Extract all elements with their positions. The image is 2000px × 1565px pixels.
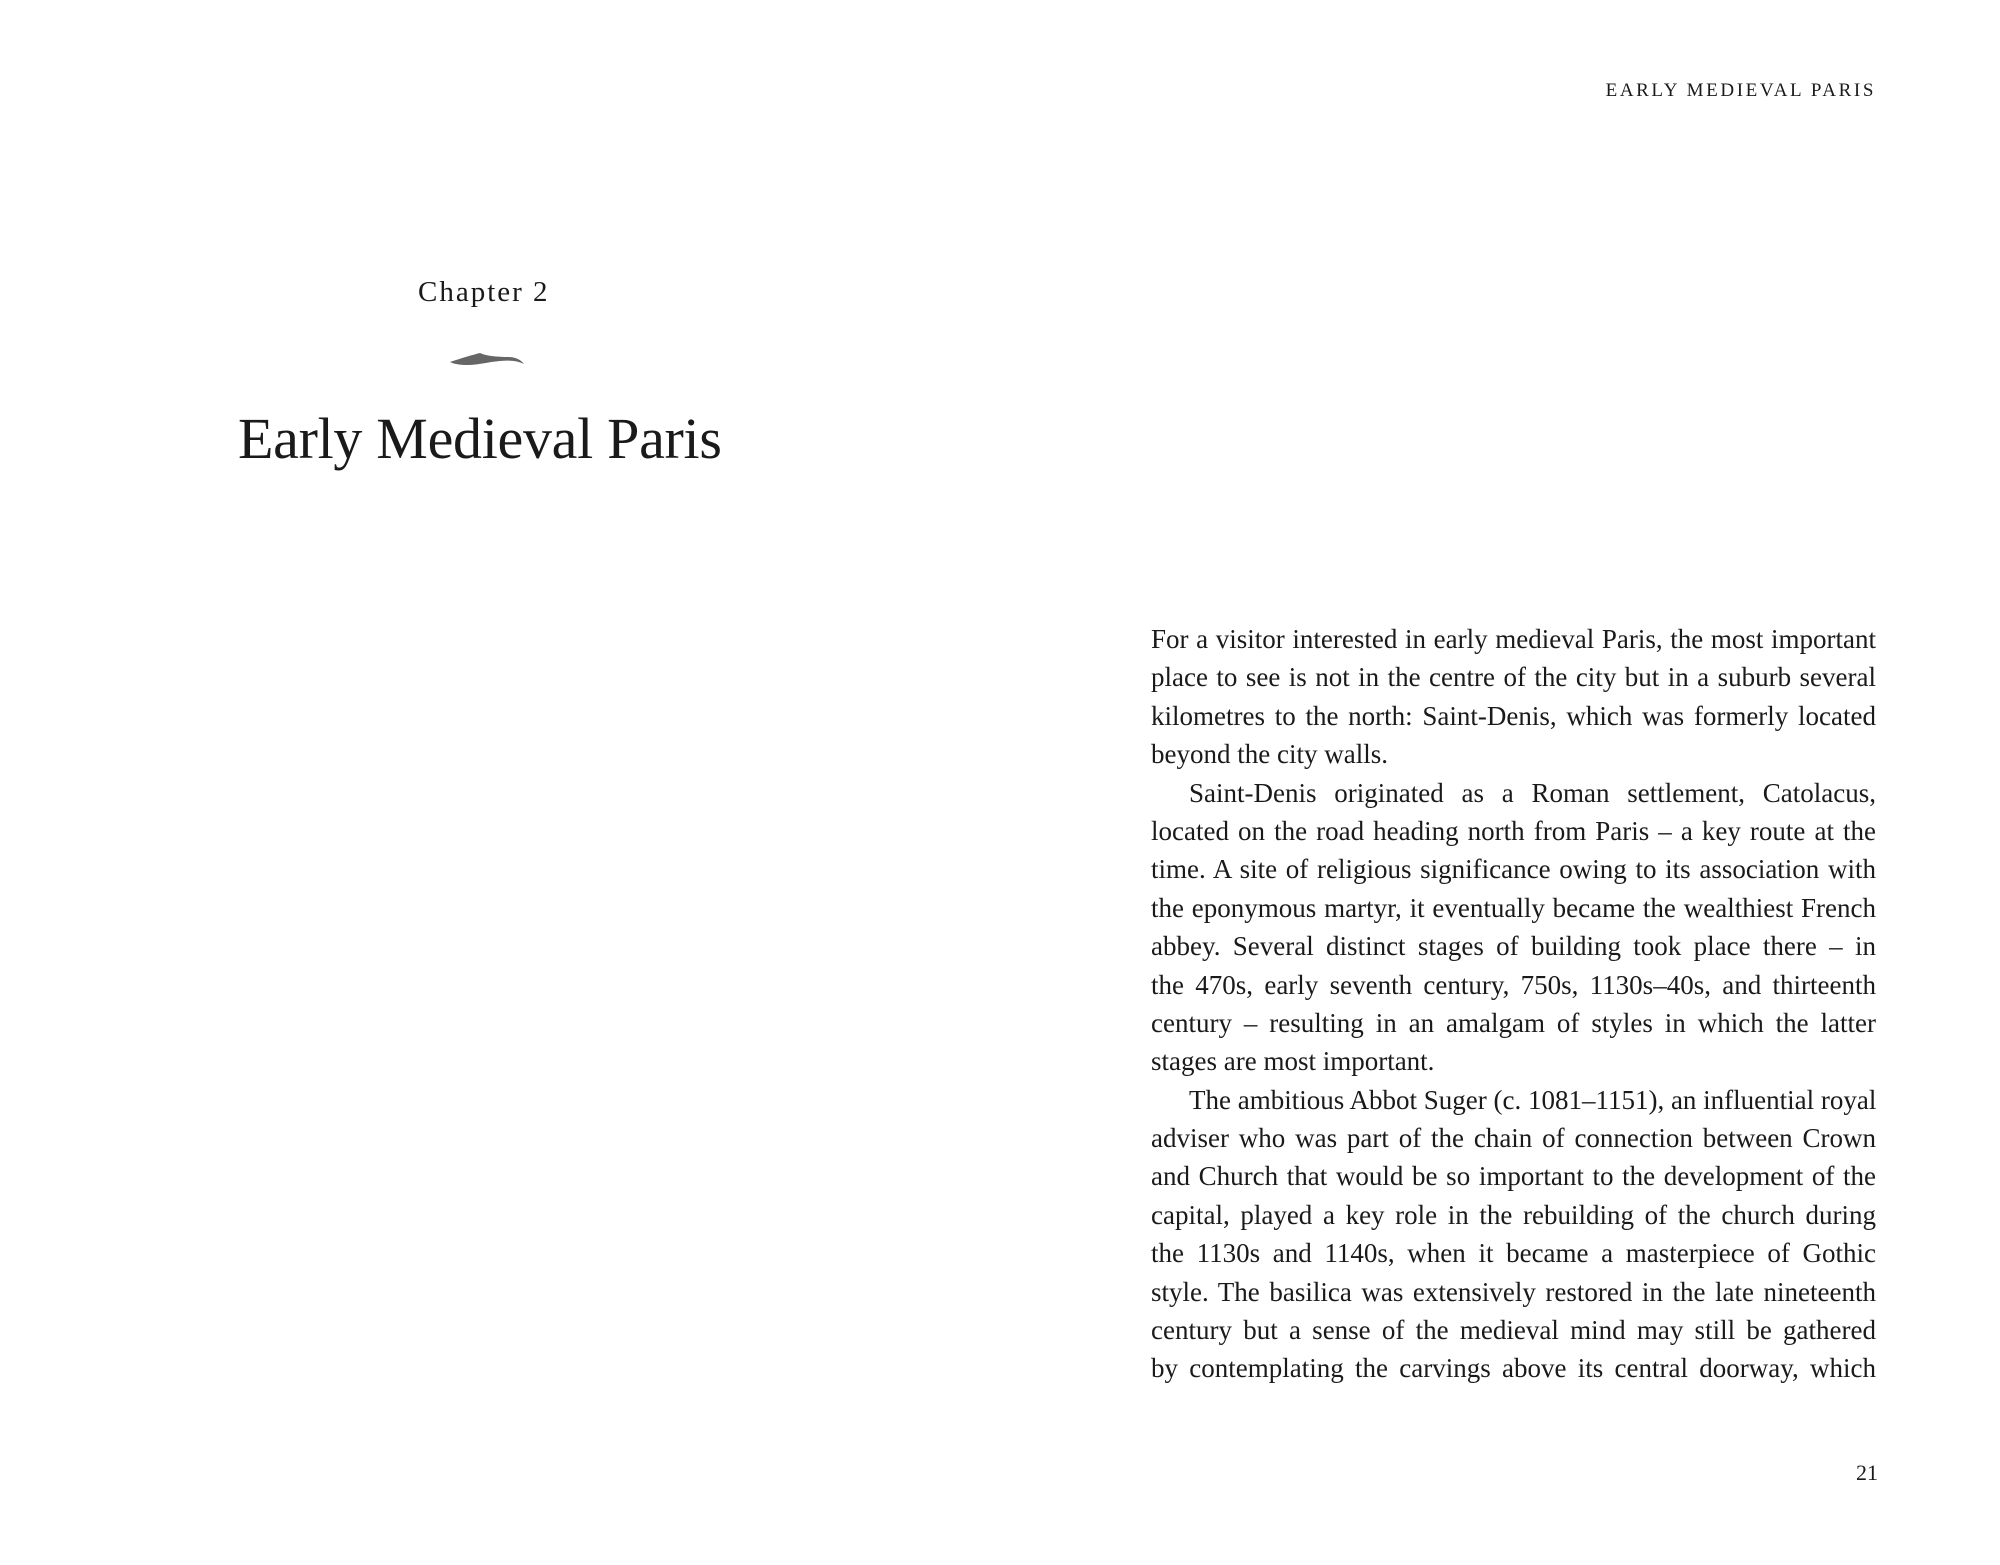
- text-line: place to see is not in the centre of the city but in a suburb several: [1151, 662, 1876, 693]
- text-line: adviser who was part of the chain of connection between Crown: [1151, 1123, 1876, 1154]
- text-line: capital, played a key role in the rebuilding of the church during: [1151, 1199, 1876, 1230]
- text-line: the 470s, early seventh century, 750s, 1130s–40s, and thirteenth: [1151, 969, 1876, 1000]
- text-line: the 1130s and 1140s, when it became a masterpiece of Gothic: [1151, 1238, 1876, 1269]
- text-line: style. The basilica was extensively restored in the late nineteenth: [1151, 1276, 1876, 1307]
- text-line: the eponymous martyr, it eventually became the wealthiest French: [1151, 892, 1876, 923]
- swash-ornament-icon: [450, 352, 524, 368]
- text-line: kilometres to the north: Saint-Denis, which was formerly located: [1151, 700, 1876, 731]
- body-text: [1151, 620, 1876, 1388]
- text-line: by contemplating the carvings above its central doorway, which: [1151, 1353, 1876, 1384]
- chapter-label: Chapter 2: [418, 276, 550, 308]
- text-line: stages are most important.: [1151, 1046, 1435, 1077]
- text-line: abbey. Several distinct stages of building took place there – in: [1151, 931, 1876, 962]
- text-line: century but a sense of the medieval mind may still be gathered: [1151, 1315, 1876, 1346]
- text-line: time. A site of religious significance owing to its association with: [1151, 854, 1876, 885]
- running-head: EARLY MEDIEVAL PARIS: [1605, 80, 1876, 101]
- text-line: century – resulting in an amalgam of styles in which the latter: [1151, 1007, 1876, 1038]
- text-line: located on the road heading north from Paris – a key route at the: [1151, 815, 1876, 846]
- text-line: For a visitor interested in early medieval Paris, the most important: [1151, 624, 1876, 654]
- text-line: Saint-Denis originated as a Roman settlement, Catolacus,: [1189, 777, 1876, 808]
- page-number: 21: [1856, 1460, 1878, 1485]
- text-line: The ambitious Abbot Suger (c. 1081–1151), an influential royal: [1189, 1084, 1877, 1115]
- text-line: beyond the city walls.: [1151, 739, 1388, 770]
- text-line: and Church that would be so important to the development of the: [1151, 1161, 1876, 1192]
- chapter-title: Early Medieval Paris: [238, 406, 722, 471]
